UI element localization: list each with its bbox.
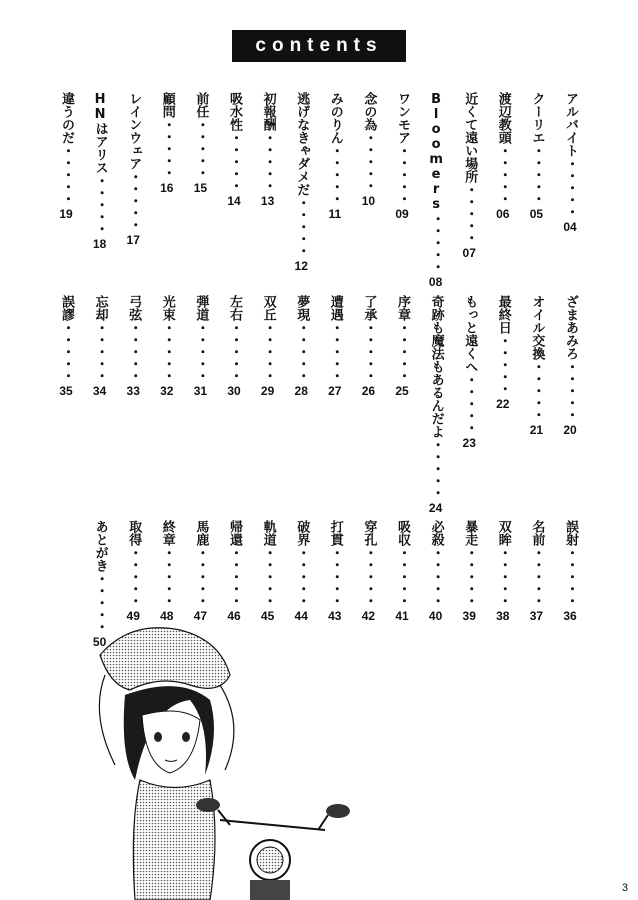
leader-dots: ・・・・・ [563,546,578,606]
toc-entry [394,92,410,222]
leader-dots: ・・・・・ [260,321,276,381]
toc-entry-page: 23 [462,436,476,450]
toc-entry-page: 09 [395,207,409,221]
toc-entry-page: 49 [126,609,140,623]
toc-entry-title: 忘却 [92,295,108,321]
toc-entry-title: 必殺 [428,520,444,546]
toc-entry-page: 26 [361,384,376,398]
toc-entry [562,92,578,235]
toc-entry-title: レインウェア [126,92,142,170]
leader-dots: ・・・・・ [529,546,545,606]
toc-entry-title: 誤謬 [59,295,74,321]
toc-entry-page: 14 [227,194,241,208]
leader-dots: ・・・・・ [428,212,444,272]
leader-dots: ・・・・・ [260,131,276,191]
toc-entry-page: 12 [294,259,308,273]
leader-dots: ・・・・・ [227,546,242,606]
toc-entry-page: 31 [193,384,208,398]
leader-dots: ・・・・・ [361,546,377,606]
toc-entry-page: 36 [563,609,577,623]
toc-entry-page: 05 [529,207,544,221]
leader-dots: ・・・・・ [126,546,142,606]
leader-dots: ・・・・・ [92,321,108,381]
toc-entry-page: 41 [395,609,409,623]
leader-dots: ・・・・・ [294,546,310,606]
toc-entry-title: 誤射 [563,520,578,546]
leader-dots: ・・・・・ [193,546,209,606]
leader-dots: ・・・・・ [495,144,511,204]
toc-entry-title: 念の為 [361,92,377,131]
toc-entry-title: 破界 [294,520,310,546]
toc-entry [428,520,444,624]
toc-entry-title: ざまあみろ [563,295,578,360]
toc-entry [461,92,477,261]
toc-entry [92,295,108,399]
leader-dots: ・・・・・ [159,546,175,606]
toc-entry [226,520,242,624]
leader-dots: ・・・・・ [563,360,578,420]
toc-entry-title: 吸収 [395,520,410,546]
leader-dots: ・・・・・ [227,321,242,381]
page-number: 3 [621,882,628,894]
toc-entry [360,295,376,399]
toc-entry-page: 45 [260,609,275,623]
toc-entry-title: もっと遠くへ [462,295,478,373]
toc-entry-page: 28 [294,384,308,398]
toc-entry-page: 27 [328,384,342,398]
toc-entry [192,92,208,196]
leader-dots: ・・・・・ [428,546,444,606]
toc-entry [394,520,410,624]
leader-dots: ・・・・・ [529,144,545,204]
leader-dots: ・・・・・ [462,373,478,433]
toc-entry-page: 48 [160,609,174,623]
toc-entry [528,92,544,222]
contents-title: contents [232,30,406,62]
toc-entry [528,520,544,624]
toc-entry-page: 33 [126,384,140,398]
girl-with-motorcycle-illustration [70,615,400,900]
toc-entry-title: 近くて遠い場所 [462,92,478,183]
toc-entry [293,520,309,624]
toc-entry-title: 序章 [395,295,410,321]
toc-entry-page: 15 [193,181,208,195]
toc-entry [92,92,108,252]
toc-entry [125,520,141,624]
toc-entry-page: 37 [529,609,544,623]
toc-entry-page: 40 [428,609,443,623]
toc-entry-page: 08 [428,275,443,289]
toc-entry [461,520,477,624]
toc-entry-page: 11 [328,207,342,221]
leader-dots: ・・・・・ [59,144,74,204]
toc-entry-title: 逃げなきゃダメだ [294,92,310,196]
toc-entry-title: 顧問 [159,92,175,118]
leader-dots: ・・・・・ [462,546,478,606]
toc-entry-page: 06 [496,207,510,221]
toc-entry-title: 光束 [159,295,175,321]
leader-dots: ・・・・・ [193,118,209,178]
leader-dots: ・・・・・ [327,546,343,606]
toc-entry-title: クーリエ [529,92,545,144]
toc-entry-title: 弓弦 [126,295,142,321]
toc-entry [293,295,309,399]
toc-entry-page: 50 [92,635,107,649]
toc-entry [125,295,141,399]
toc-entry-page: 32 [160,384,174,398]
toc-entry [58,295,74,399]
leader-dots: ・・・・・ [92,572,108,632]
toc-entry [360,92,376,209]
toc-entry-page: 35 [59,384,73,398]
leader-dots: ・・・・・ [260,546,276,606]
leader-dots: ・・・・・ [294,196,310,256]
leader-dots: ・・・・・ [361,321,377,381]
leader-dots: ・・・・・ [395,144,410,204]
toc-entry-title: 違うのだ [59,92,74,144]
toc-entry-title: HNはアリス [92,92,108,174]
toc-entry-page: 21 [529,423,544,437]
toc-entry-title: 取得 [126,520,142,546]
toc-entry [562,520,578,624]
leader-dots: ・・・・・ [159,321,175,381]
toc-entry [192,295,208,399]
toc-entry [159,92,175,196]
toc-entry-title: 名前 [529,520,545,546]
toc-entry-page: 19 [59,207,73,221]
leader-dots: ・・・・・ [126,170,142,230]
toc-entry-title: オイル交換 [529,295,545,360]
toc-entry-title: 暴走 [462,520,478,546]
leader-dots: ・・・・・ [529,360,545,420]
leader-dots: ・・・・・ [495,546,511,606]
toc-entry [495,92,511,222]
toc-entry-title: 夢現 [294,295,310,321]
toc-entry-title: 遭遇 [327,295,343,321]
toc-entry-title: 前任 [193,92,209,118]
toc-entry [327,295,343,399]
toc-entry-title: 軌道 [260,520,276,546]
toc-entry [226,295,242,399]
toc-entry-page: 10 [361,194,376,208]
leader-dots: ・・・・・ [193,321,209,381]
toc-entry [260,520,276,624]
toc-entry [428,92,444,290]
toc-entry-page: 44 [294,609,308,623]
toc-entry [528,295,544,438]
toc-entry-page: 30 [227,384,241,398]
toc-entry-title: 打貫 [327,520,343,546]
leader-dots: ・・・・・ [428,438,444,498]
toc-entry [327,520,343,624]
toc-entry-page: 29 [260,384,275,398]
leader-dots: ・・・・・ [563,157,578,217]
toc-entry-title: 弾道 [193,295,209,321]
toc-entry-title: あとがき [92,520,108,572]
leader-dots: ・・・・・ [327,144,343,204]
toc-entry-page: 16 [160,181,174,195]
toc-entry [394,295,410,399]
toc-entry-page: 47 [193,609,208,623]
toc-entry-page: 42 [361,609,376,623]
toc-entry [125,92,141,248]
leader-dots: ・・・・・ [462,183,478,243]
toc-entry-title: 渡辺教頭 [495,92,511,144]
toc-entry-page: 24 [428,501,443,515]
toc-entry-title: 双丘 [260,295,276,321]
toc-entry [260,295,276,399]
toc-entry [260,92,276,209]
toc-entry [226,92,242,209]
toc-entry [58,92,74,222]
toc-entry-title: 左右 [227,295,242,321]
toc-entry [461,295,477,451]
leader-dots: ・・・・・ [294,321,310,381]
leader-dots: ・・・・・ [327,321,343,381]
toc-entry-title: アルバイト [563,92,578,157]
toc-entry [327,92,343,222]
toc-entry [495,520,511,624]
toc-entry-title: 双眸 [495,520,511,546]
toc-entry-title: 吸水性 [227,92,242,131]
toc-entry [192,520,208,624]
leader-dots: ・・・・・ [227,131,242,191]
leader-dots: ・・・・・ [126,321,142,381]
toc-entry-page: 18 [92,237,107,251]
toc-entry [159,520,175,624]
leader-dots: ・・・・・ [395,546,410,606]
toc-entry-title: Bloomers [428,92,444,212]
toc-entry-page: 25 [395,384,409,398]
toc-entry-page: 39 [462,609,476,623]
leader-dots: ・・・・・ [92,174,108,234]
toc-entry-page: 43 [328,609,342,623]
leader-dots: ・・・・・ [59,321,74,381]
leader-dots: ・・・・・ [495,334,511,394]
toc-entry [159,295,175,399]
toc-entry [360,520,376,624]
toc-entry-page: 34 [92,384,107,398]
toc-entry-title: 帰還 [227,520,242,546]
toc-entry-title: 奇跡も魔法もあるんだよ [428,295,444,438]
toc-entry [562,295,578,438]
toc-entry [428,295,444,516]
toc-entry-page: 04 [563,220,577,234]
toc-entry-page: 17 [126,233,140,247]
leader-dots: ・・・・・ [159,118,175,178]
toc-entry-title: 初報酬 [260,92,276,131]
toc-entry-page: 20 [563,423,577,437]
toc-entry-page: 13 [260,194,275,208]
toc-entry [293,92,309,274]
toc-entry-title: 穿孔 [361,520,377,546]
toc-entry-title: 最終日 [495,295,511,334]
leader-dots: ・・・・・ [361,131,377,191]
toc-entry [495,295,511,412]
toc-entry-title: 馬鹿 [193,520,209,546]
toc-entry-title: 了承 [361,295,377,321]
toc-entry-page: 22 [496,397,510,411]
toc-entry-title: ワンモア [395,92,410,144]
toc-entry-page: 38 [496,609,510,623]
toc-entry-title: 終章 [159,520,175,546]
leader-dots: ・・・・・ [395,321,410,381]
toc-entry-page: 46 [227,609,241,623]
toc-entry-page: 07 [462,246,476,260]
toc-entry-title: みのりん [327,92,343,144]
